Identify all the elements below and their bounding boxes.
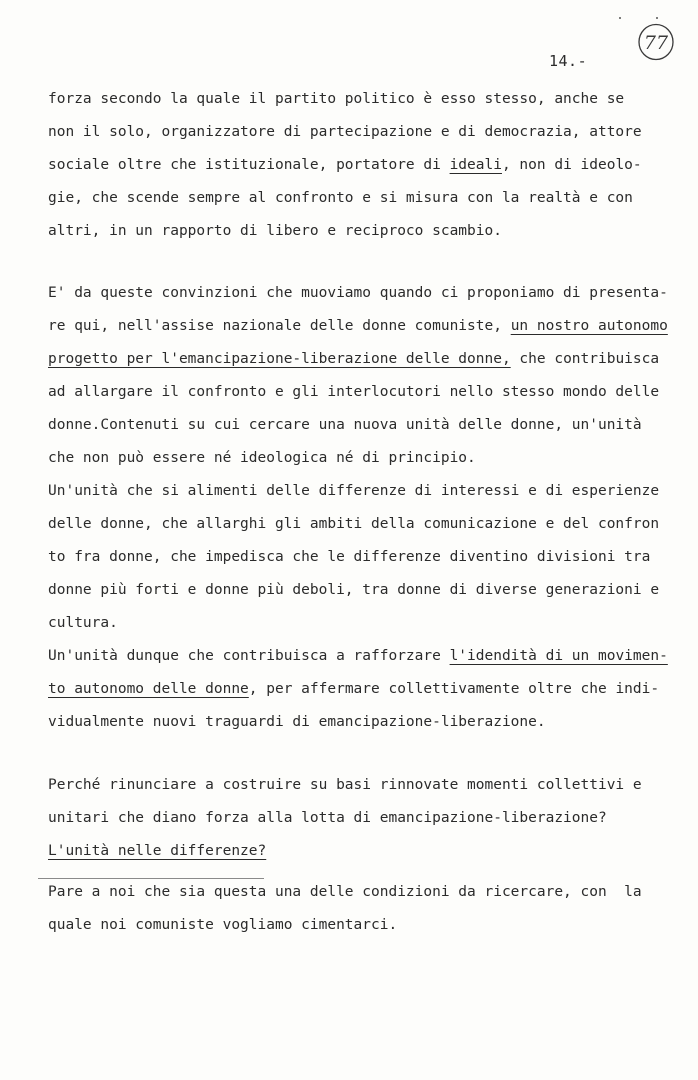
text-line: delle donne, che allarghi gli ambiti della comunicazione e del confron [48,516,660,532]
ink-speck [619,17,621,19]
text-line: to fra donne, che impedisca che le differenze diventino divisioni tra [48,549,651,565]
underlined-phrase: progetto per l'emancipazione-liberazione delle donne, [48,351,511,367]
document-body [48,83,668,942]
underlined-phrase: un nostro autonomo [510,318,668,334]
text-line: altri, in un rapporto di libero e reciproco scambio. [48,223,502,239]
text-line: donne più forti e donne più deboli, tra donne di diverse generazioni e [48,582,660,598]
paragraph-4 [48,876,668,942]
text-line: quale noi comuniste vogliamo cimentarci. [48,917,398,933]
text-line: Perché rinunciare a costruire su basi rinnovate momenti collettivi e [48,777,642,793]
text-line: progetto per l'emancipazione-liberazione delle donne, che contribuisca [48,351,660,367]
text-line: donne.Contenuti su cui cercare una nuova unità delle donne, un'unità [48,417,642,433]
paragraph-2 [48,277,668,739]
handwritten-circled-number [636,22,676,62]
page-number: 14.- [549,52,588,70]
archive-stamp [636,22,676,62]
text-line: forza secondo la quale il partito politico è esso stesso, anche se [48,91,625,107]
ink-speck [656,17,658,19]
underlined-phrase: l'idendità di un movimen- [449,648,668,664]
text-line: vidualmente nuovi traguardi di emancipazione-liberazione. [48,714,546,730]
text-line: unitari che diano forza alla lotta di emancipazione-liberazione? [48,810,607,826]
text-line: ad allargare il confronto e gli interlocutori nello stesso mondo delle [48,384,660,400]
text-line: cultura. [48,615,118,631]
paragraph-3 [48,769,668,868]
text-line: re qui, nell'assise nazionale delle donne comuniste, un nostro autonomo [48,318,668,334]
paragraph-1 [48,83,668,248]
text-line [48,835,668,868]
text-line: Un'unità che si alimenti delle differenze di interessi e di esperienze [48,483,660,499]
text-line: Un'unità dunque che contribuisca a rafforzare l'idendità di un movimen- [48,648,668,664]
text-line: che non può essere né ideologica né di principio. [48,450,476,466]
underlined-phrase: L'unità nelle differenze? [48,843,267,859]
text-line: non il solo, organizzatore di partecipazione e di democrazia, attore [48,124,642,140]
text-line: gie, che scende sempre al confronto e si misura con la realtà e con [48,190,633,206]
archive-number: 77 [643,32,669,54]
text-line: E' da queste convinzioni che muoviamo quando ci proponiamo di presenta- [48,285,668,301]
underlined-phrase: ideali [449,157,502,173]
text-line: to autonomo delle donne, per affermare collettivamente oltre che indi- [48,681,660,697]
underlined-phrase: to autonomo delle donne [48,681,249,697]
horizontal-rule [38,878,264,879]
text-line: Pare a noi che sia questa una delle condizioni da ricercare, con la [48,884,642,900]
text-line: sociale oltre che istituzionale, portatore di ideali, non di ideolo- [48,157,642,173]
